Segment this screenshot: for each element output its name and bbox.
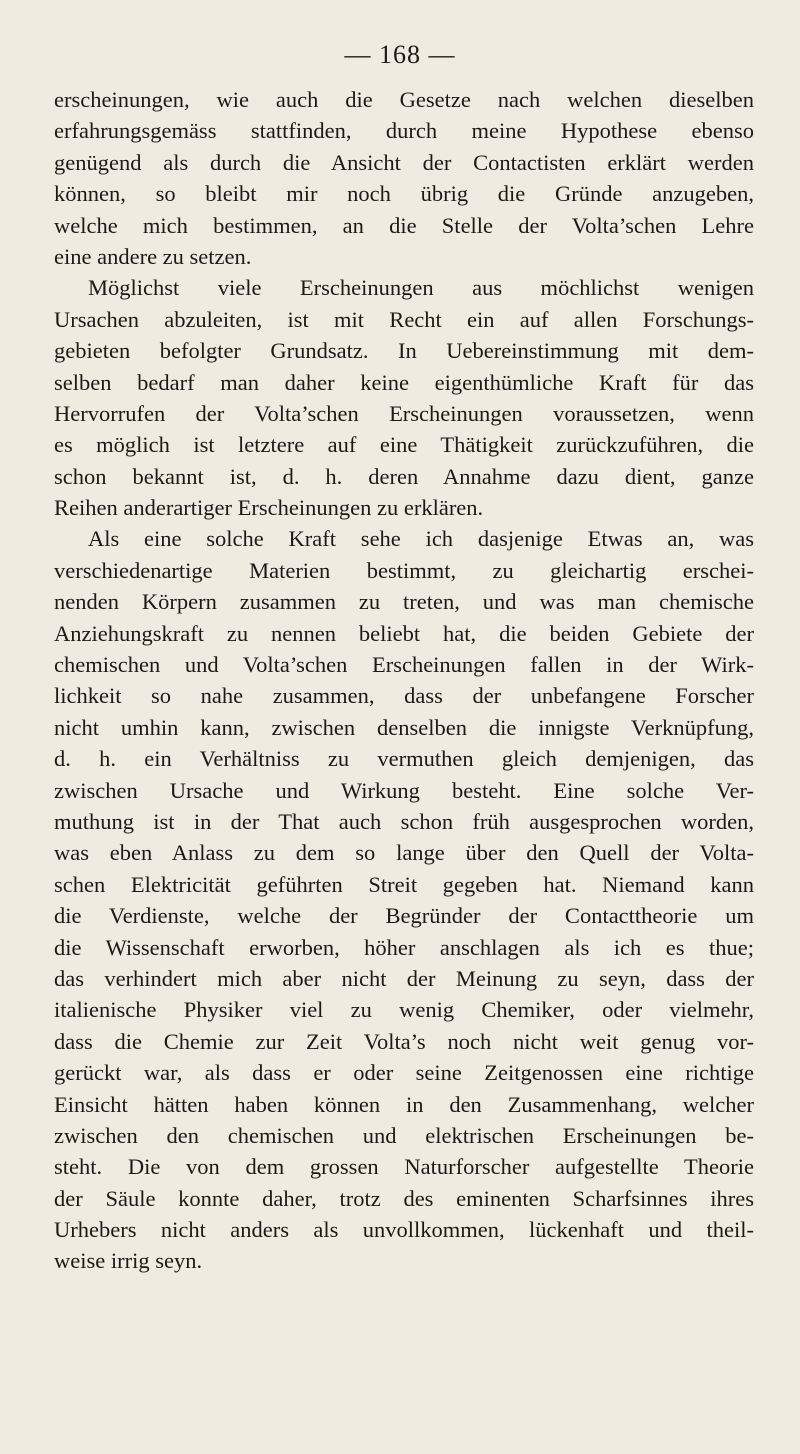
text-line: die Verdienste, welche der Begründer der Contacttheorie um <box>54 903 754 929</box>
text-line: der Säule konnte daher, trotz des eminenten Scharfsinnes ihres <box>54 1185 754 1211</box>
text-line: steht. Die von dem grossen Naturforscher aufgestellte Theorie <box>54 1154 754 1180</box>
text-line: d. h. ein Verhältniss zu vermuthen gleich demjenigen, das <box>54 746 754 772</box>
text-line: dass die Chemie zur Zeit Volta’s noch nicht weit genug vor- <box>54 1028 754 1054</box>
paragraph-start-line: Möglichst viele Erscheinungen aus möchlichst wenigen <box>88 275 754 301</box>
text-line: selben bedarf man daher keine eigenthümliche Kraft für das <box>54 369 754 395</box>
text-line: Hervorrufen der Volta’schen Erscheinungen voraussetzen, wenn <box>54 400 754 426</box>
text-line: eine andere zu setzen. <box>54 243 252 269</box>
page-number-header: — 168 — <box>344 40 456 69</box>
text-line: nenden Körpern zusammen zu treten, und was man chemische <box>54 589 754 615</box>
text-line: nicht umhin kann, zwischen denselben die innigste Verknüpfung, <box>54 714 754 740</box>
text-line: erfahrungsgemäss stattfinden, durch meine Hypothese ebenso <box>54 118 754 144</box>
text-line: zwischen Ursache und Wirkung besteht. Eine solche Ver- <box>54 777 754 803</box>
text-line: Einsicht hätten haben können in den Zusammenhang, welcher <box>54 1091 754 1117</box>
text-line: schen Elektricität geführten Streit gegeben hat. Niemand kann <box>54 871 754 897</box>
text-line: was eben Anlass zu dem so lange über den Quell der Volta- <box>54 840 754 866</box>
text-line: erscheinungen, wie auch die Gesetze nach welchen dieselben <box>54 87 754 112</box>
text-line: es möglich ist letztere auf eine Thätigkeit zurückzuführen, die <box>54 432 754 458</box>
text-line: Ursachen abzuleiten, ist mit Recht ein auf allen Forschungs- <box>54 306 754 332</box>
text-line: Urhebers nicht anders als unvollkommen, lückenhaft und theil- <box>54 1217 754 1243</box>
text-line: chemischen und Volta’schen Erscheinungen fallen in der Wirk- <box>54 652 754 678</box>
text-line: das verhindert mich aber nicht der Meinung zu seyn, dass der <box>54 965 754 991</box>
text-line: Reihen anderartiger Erscheinungen zu erklären. <box>54 495 484 521</box>
text-line: schon bekannt ist, d. h. deren Annahme dazu dient, ganze <box>54 463 754 489</box>
text-line: muthung ist in der That auch schon früh ausgesprochen worden, <box>54 808 754 834</box>
text-line: gerückt war, als dass er oder seine Zeitgenossen eine richtige <box>54 1060 754 1086</box>
text-line: italienische Physiker viel zu wenig Chemiker, oder vielmehr, <box>54 997 754 1023</box>
text-line: lichkeit so nahe zusammen, dass der unbefangene Forscher <box>54 683 754 709</box>
paragraph-start-line: Als eine solche Kraft sehe ich dasjenige Etwas an, was <box>88 526 754 552</box>
text-line: welche mich bestimmen, an die Stelle der Volta’schen Lehre <box>54 212 754 238</box>
text-line: Anziehungskraft zu nennen beliebt hat, die beiden Gebiete der <box>54 620 754 646</box>
text-line: verschiedenartige Materien bestimmt, zu gleichartig erschei- <box>54 557 754 583</box>
text-line: können, so bleibt mir noch übrig die Gründe anzugeben, <box>54 181 754 207</box>
text-line: die Wissenschaft erworben, höher anschlagen als ich es thue; <box>54 934 754 960</box>
text-line: zwischen den chemischen und elektrischen Erscheinungen be- <box>54 1122 754 1148</box>
body-text <box>54 84 754 1277</box>
text-line: genügend als durch die Ansicht der Contactisten erklärt werden <box>54 149 754 175</box>
text-line: weise irrig seyn. <box>54 1248 203 1274</box>
text-line: gebieten befolgter Grundsatz. In Uebereinstimmung mit dem- <box>54 338 754 364</box>
